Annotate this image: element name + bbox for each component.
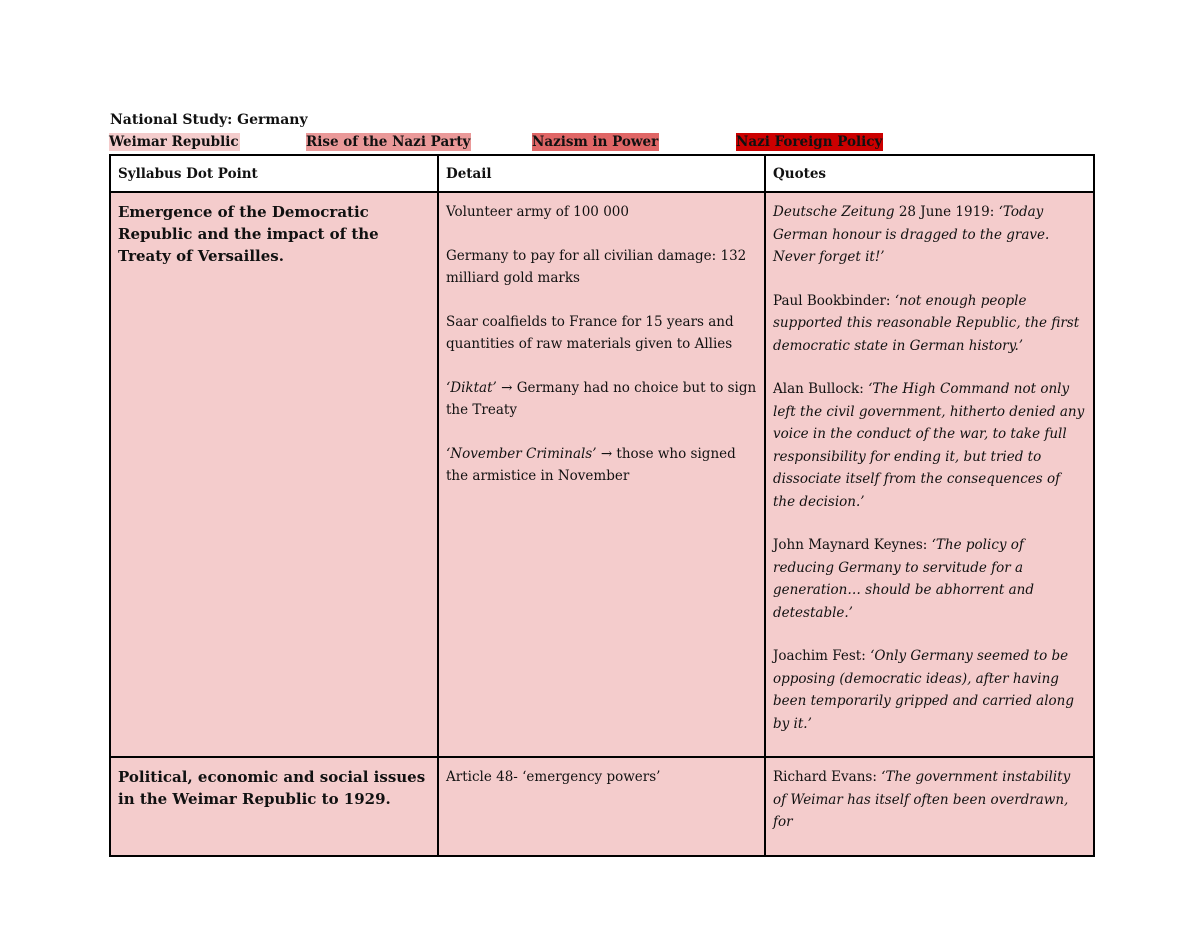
detail-text: Article 48- ‘emergency powers’ xyxy=(446,769,661,785)
quote-item xyxy=(773,378,1086,513)
detail-term: ‘Diktat’ xyxy=(446,379,497,396)
detail-item xyxy=(446,443,757,488)
quote-item xyxy=(773,534,1086,624)
detail-text: → Germany had no choice but to sign the Treaty xyxy=(446,379,757,418)
quote-text: ‘The High Command not only left the civil government, hitherto denied any voice in the conduct of the war, to take full responsibility for ending it, but tried to dissociate itself from the consequences of the decision.’ xyxy=(773,381,1085,510)
quote-item xyxy=(773,201,1086,269)
detail-item xyxy=(446,766,757,789)
quote-item xyxy=(773,766,1086,834)
detail-text: Germany to pay for all civilian damage: 132 milliard gold marks xyxy=(446,247,747,286)
detail-text: Volunteer army of 100 000 xyxy=(446,204,629,220)
legend-nazism-in-power: Nazism in Power xyxy=(532,134,659,150)
detail-item xyxy=(446,377,757,422)
quote-text: ‘not enough people supported this reasonable Republic, the first democratic state in German history.’ xyxy=(773,292,1080,354)
detail-text: Saar coalfields to France for 15 years and quantities of raw materials given to Allies xyxy=(446,313,734,352)
quote-text: ‘The government instability of Weimar has itself often been overdrawn, for xyxy=(773,769,1071,830)
quotes-list xyxy=(766,193,1093,735)
quote-source: Richard Evans: xyxy=(773,769,882,785)
column-header-detail: Detail xyxy=(438,155,765,192)
quote-item xyxy=(773,645,1086,735)
dot-point-cell xyxy=(110,757,438,856)
syllabus-table xyxy=(109,154,1095,857)
quote-text: ‘Today German honour is dragged to the grave. Never forget it!’ xyxy=(773,204,1050,265)
quote-source: Joachim Fest: xyxy=(773,648,871,664)
detail-cell xyxy=(438,757,765,856)
quote-source: John Maynard Keynes: xyxy=(773,537,932,553)
dot-point-text: Emergence of the Democratic Republic and the impact of the Treaty of Versailles. xyxy=(118,203,379,265)
quotes-list xyxy=(766,758,1093,834)
detail-term: ‘November Criminals’ xyxy=(446,445,597,462)
detail-list xyxy=(439,758,764,789)
dot-point-cell xyxy=(110,192,438,757)
table-row xyxy=(110,192,1094,757)
dot-point-text: Political, economic and social issues in the Weimar Republic to 1929. xyxy=(118,768,426,808)
detail-text: → those who signed the armistice in November xyxy=(446,445,736,484)
detail-item xyxy=(446,311,757,356)
detail-cell xyxy=(438,192,765,757)
quote-source: 28 June 1919: xyxy=(894,204,999,220)
quote-text: ‘Only Germany seemed to be opposing (democratic ideas), after having been temporarily gripped and carried along by it.’ xyxy=(773,648,1074,732)
quote-text: ‘The policy of reducing Germany to servitude for a generation… should be abhorrent and detestable.’ xyxy=(773,537,1034,621)
column-header-quotes: Quotes xyxy=(765,155,1094,192)
quote-source: Alan Bullock: xyxy=(773,381,869,397)
detail-list xyxy=(439,193,764,488)
table-row xyxy=(110,757,1094,856)
legend-weimar-republic: Weimar Republic xyxy=(109,134,239,150)
table-header-row xyxy=(110,155,1094,192)
quote-source: Paul Bookbinder: xyxy=(773,292,895,309)
legend-rise-of-nazi-party: Rise of the Nazi Party xyxy=(306,134,471,150)
detail-item xyxy=(446,201,757,224)
quotes-cell xyxy=(765,192,1094,757)
legend-nazi-foreign-policy: Nazi Foreign Policy xyxy=(736,134,883,150)
page-title: National Study: Germany xyxy=(110,112,308,128)
quote-source-title: Deutsche Zeitung xyxy=(773,204,895,220)
column-header-syllabus: Syllabus Dot Point xyxy=(110,155,438,192)
detail-item xyxy=(446,245,757,290)
quotes-cell xyxy=(765,757,1094,856)
quote-item xyxy=(773,290,1086,358)
